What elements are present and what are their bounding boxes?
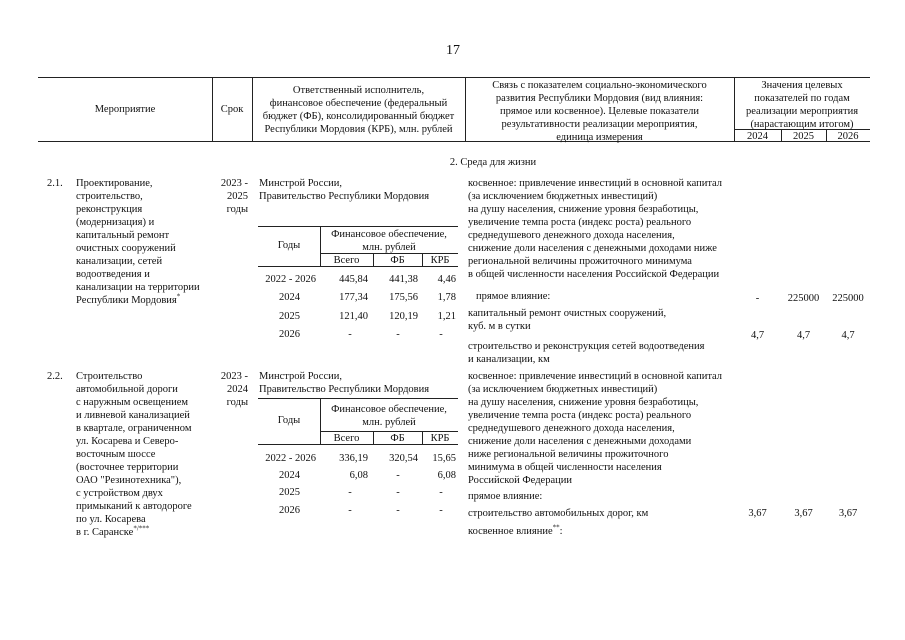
fin-year: 2022 - 2026 — [265, 274, 316, 285]
fin-year: 2026 — [279, 329, 300, 340]
header-year-2024: 2024 — [747, 131, 768, 142]
indicator-value-2024: - — [755, 293, 760, 304]
fin-year: 2024 — [279, 292, 300, 303]
fin-col-fb: ФБ — [390, 433, 405, 444]
header-top-rule — [38, 77, 870, 78]
fin-fb: - — [396, 487, 400, 498]
indicator-value-2025: 225000 — [787, 293, 820, 304]
executor: Минстрой России, Правительство Республики Мордовия — [259, 371, 430, 395]
activity-name: Проектирование, строительство, реконструкция (модернизация) и капитальный ремонт очистных сооружений канализации, сетей водоотведения и канализации на территории Республики Мордовия* — [76, 178, 200, 306]
indicator-name: строительство автомобильных дорог, км — [468, 508, 649, 519]
indirect-influence-tail: косвенное влияние**: — [468, 523, 563, 537]
term: 2023 - 2024 годы — [220, 371, 248, 408]
fin-year: 2025 — [279, 311, 300, 322]
indirect-influence: косвенное: привлечение инвестиций в основной капитал (за исключением бюджетных инвестиций) на душу населения, снижение уровня безработицы, увеличение темпа роста (индекс роста) реального среднедушевого денежного дохода населения, снижение доли населения с денежными доходами ниже региональной величины прожиточного минимума в общей численности населения Российской Федерации — [468, 178, 723, 280]
fin-year: 2022 - 2026 — [265, 453, 316, 464]
fin-fb: 441,38 — [389, 274, 418, 285]
fin-col-total: Всего — [333, 433, 360, 444]
indicator-value-2024: 3,67 — [748, 508, 767, 519]
fin-krb: - — [439, 329, 443, 340]
fin-krb: 6,08 — [437, 470, 456, 481]
direct-influence-label: прямое влияние: — [468, 491, 543, 502]
indicator-name: строительство и реконструкция сетей водоотведения и канализации, км — [468, 341, 705, 365]
fin-fb: - — [396, 470, 400, 481]
fin-krb: 15,65 — [432, 453, 456, 464]
fin-total: 177,34 — [339, 292, 368, 303]
fin-amount-header: Финансовое обеспечение, млн. рублей — [331, 229, 447, 253]
fin-total: 6,08 — [349, 470, 368, 481]
fin-year: 2026 — [279, 505, 300, 516]
fin-fb: 320,54 — [389, 453, 418, 464]
fin-total: 336,19 — [339, 453, 368, 464]
header-year-2025: 2025 — [793, 131, 814, 142]
fin-fb: - — [396, 329, 400, 340]
fin-years-header: Годы — [277, 240, 301, 251]
fin-rule-top — [258, 398, 458, 399]
fin-total: - — [348, 487, 352, 498]
executor: Минстрой России, Правительство Республики Мордовия — [259, 178, 430, 202]
fin-krb: 1,78 — [437, 292, 456, 303]
fin-year: 2024 — [279, 470, 300, 481]
fin-krb: 1,21 — [437, 311, 456, 322]
fin-fb: 175,56 — [389, 292, 418, 303]
indirect-influence: косвенное: привлечение инвестиций в основной капитал (за исключением бюджетных инвестиций) на душу населения, снижение уровня безработицы, увеличение темпа роста (индекс роста) реального среднедушевого денежного дохода населения, снижение доли населения с денежными доходами ниже региональной величины прожиточного минимума в общей численности населения Российской Федерации — [468, 371, 723, 486]
fin-col-total: Всего — [333, 255, 360, 266]
fin-total: 121,40 — [339, 311, 368, 322]
section-title: 2. Среда для жизни — [449, 157, 537, 168]
fin-krb: - — [439, 487, 443, 498]
indicator-value-2025: 3,67 — [794, 508, 813, 519]
fin-krb: 4,46 — [437, 274, 456, 285]
fin-rule-top — [258, 226, 458, 227]
header-link: Связь с показателем социально-экономического развития Республики Мордовия (вид влияния: прямое или косвенное). Целевые показатели результативности реализации мероприятия, единица измерения — [492, 80, 707, 143]
direct-influence-label: прямое влияние: — [476, 291, 551, 302]
fin-year: 2025 — [279, 487, 300, 498]
fin-col-fb: ФБ — [390, 255, 405, 266]
fin-total: - — [348, 329, 352, 340]
fin-col-krb: КРБ — [430, 255, 450, 266]
activity-name: Строительство автомобильной дороги с наружным освещением и ливневой канализацией в квартале, ограниченном ул. Косарева и Северо- восточным шоссе (восточнее территории ОАО "Резинотехника"), с устройством двух примыканий к автодороге по ул. Косарева в г. Саранске*/*** — [76, 371, 192, 538]
header-term: Срок — [220, 104, 244, 115]
indicator-value-2025: 4,7 — [796, 330, 811, 341]
page-number: 17 — [446, 43, 460, 58]
term: 2023 - 2025 годы — [220, 178, 248, 215]
indicator-value-2026: 3,67 — [838, 508, 858, 519]
indicator-name: капитальный ремонт очистных сооружений, куб. м в сутки — [468, 308, 667, 332]
header-executor: Ответственный исполнитель, финансовое обеспечение (федеральный бюджет (ФБ), консолидированный бюджет Республики Мордовия (КРБ), млн. рублей — [262, 85, 455, 135]
fin-amount-header: Финансовое обеспечение, млн. рублей — [331, 404, 447, 428]
fin-total: 445,84 — [339, 274, 368, 285]
fin-years-header: Годы — [277, 415, 301, 426]
header-year-2026: 2026 — [837, 131, 859, 142]
indicator-value-2024: 4,7 — [750, 330, 765, 341]
fin-fb: 120,19 — [389, 311, 418, 322]
header-values: Значения целевых показателей по годам реализации мероприятия (нарастающим итогом) — [745, 80, 859, 130]
indicator-value-2026: 225000 — [832, 293, 864, 304]
fin-col-krb: КРБ — [430, 433, 450, 444]
row-number: 2.2. — [47, 371, 63, 382]
fin-krb: - — [439, 505, 443, 516]
header-activity: Мероприятие — [94, 104, 156, 115]
fin-total: - — [348, 505, 352, 516]
row-number: 2.1. — [47, 178, 63, 189]
fin-fb: - — [396, 505, 400, 516]
indicator-value-2026: 4,7 — [841, 330, 855, 341]
